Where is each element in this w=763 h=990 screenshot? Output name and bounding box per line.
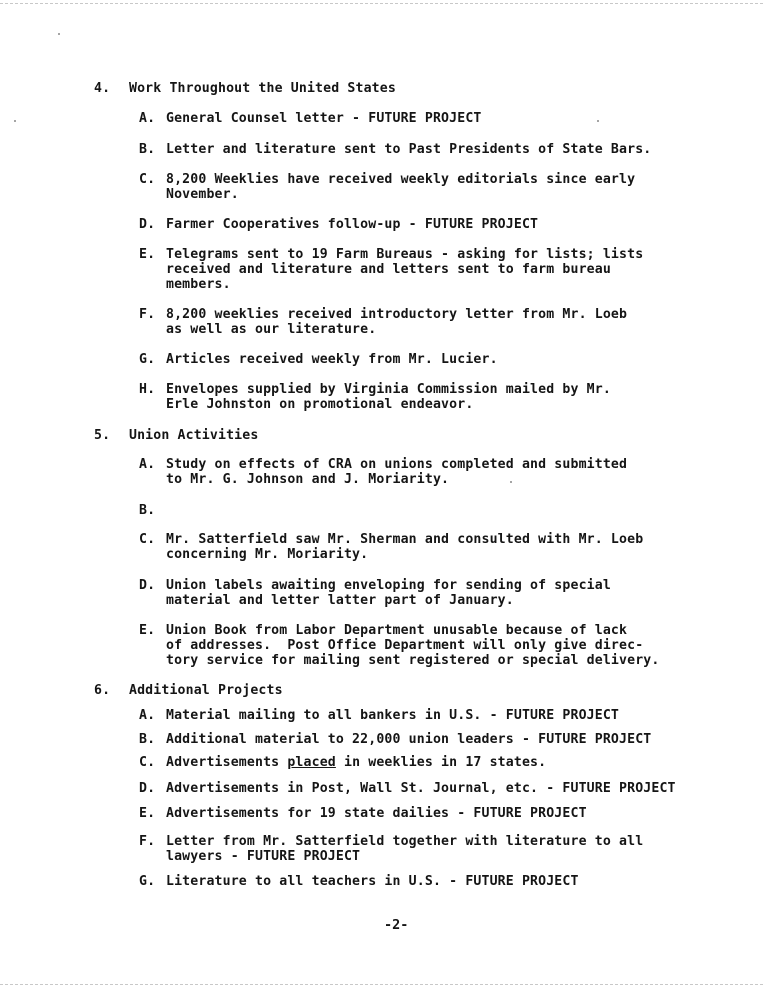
- item-text: November.: [166, 187, 239, 202]
- item-letter: D.: [139, 578, 156, 593]
- item-text: of addresses. Post Office Department will only give direc-: [166, 638, 644, 653]
- item-letter: E.: [139, 623, 156, 638]
- item-letter: C.: [139, 172, 156, 187]
- item-letter: B.: [139, 503, 156, 518]
- item-letter: B.: [139, 732, 156, 747]
- item-text: 8,200 weeklies received introductory letter from Mr. Loeb: [166, 307, 628, 322]
- item-text: [166, 755, 546, 770]
- item-text: as well as our literature.: [166, 322, 377, 337]
- item-text: Farmer Cooperatives follow-up - FUTURE PROJECT: [166, 217, 539, 232]
- item-letter: D.: [139, 217, 156, 232]
- item-text: Literature to all teachers in U.S. - FUTURE PROJECT: [166, 874, 579, 889]
- item-letter: D.: [139, 781, 156, 796]
- item-letter: G.: [139, 352, 156, 367]
- item-text: Advertisements in Post, Wall St. Journal, etc. - FUTURE PROJECT: [166, 781, 676, 796]
- item-letter: C.: [139, 755, 156, 770]
- item-text-pre: Advertisements: [166, 755, 288, 770]
- item-text: members.: [166, 277, 231, 292]
- item-text: Envelopes supplied by Virginia Commission mailed by Mr.: [166, 382, 611, 397]
- item-text: to Mr. G. Johnson and J. Moriarity.: [166, 472, 450, 487]
- item-letter: E.: [139, 806, 156, 821]
- item-letter: A.: [139, 708, 156, 723]
- underlined-word: placed: [287, 755, 336, 770]
- item-letter: G.: [139, 874, 156, 889]
- item-text: material and letter latter part of January.: [166, 593, 514, 608]
- item-letter: A.: [139, 111, 156, 126]
- item-text: Study on effects of CRA on unions completed and submitted: [166, 457, 628, 472]
- item-letter: F.: [139, 834, 156, 849]
- item-text: Letter and literature sent to Past Presidents of State Bars.: [166, 142, 652, 157]
- item-letter: C.: [139, 532, 156, 547]
- item-text: Union Book from Labor Department unusable because of lack: [166, 623, 628, 638]
- item-letter: E.: [139, 247, 156, 262]
- item-text: 8,200 Weeklies have received weekly editorials since early: [166, 172, 636, 187]
- scan-speck: [597, 120, 599, 122]
- page-number: -2-: [384, 917, 409, 933]
- item-letter: F.: [139, 307, 156, 322]
- item-text: Advertisements for 19 state dailies - FUTURE PROJECT: [166, 806, 587, 821]
- item-text: Letter from Mr. Satterfield together with literature to all: [166, 834, 644, 849]
- item-letter: B.: [139, 142, 156, 157]
- section-title: Work Throughout the United States: [129, 81, 396, 96]
- item-text: received and literature and letters sent to farm bureau: [166, 262, 611, 277]
- item-text: Articles received weekly from Mr. Lucier.: [166, 352, 498, 367]
- top-border: [0, 3, 763, 4]
- scan-speck: [58, 33, 60, 35]
- item-text: Material mailing to all bankers in U.S. - FUTURE PROJECT: [166, 708, 620, 723]
- scan-speck: [14, 120, 16, 122]
- item-text: Telegrams sent to 19 Farm Bureaus - asking for lists; lists: [166, 247, 644, 262]
- item-text: Additional material to 22,000 union leaders - FUTURE PROJECT: [166, 732, 652, 747]
- section-title: Union Activities: [129, 428, 259, 443]
- item-letter: H.: [139, 382, 156, 397]
- item-text: Union labels awaiting enveloping for sending of special: [166, 578, 611, 593]
- bottom-border: [0, 984, 763, 985]
- section-number: 6.: [94, 683, 111, 698]
- section-number: 4.: [94, 81, 111, 96]
- item-text: Mr. Satterfield saw Mr. Sherman and consulted with Mr. Loeb: [166, 532, 644, 547]
- item-text: lawyers - FUTURE PROJECT: [166, 849, 361, 864]
- item-text-post: in weeklies in 17 states.: [335, 755, 547, 770]
- item-text: General Counsel letter - FUTURE PROJECT: [166, 111, 482, 126]
- item-text: tory service for mailing sent registered or special delivery.: [166, 653, 660, 668]
- scan-speck: [510, 481, 512, 483]
- section-title: Additional Projects: [129, 683, 283, 698]
- item-letter: A.: [139, 457, 156, 472]
- item-text: concerning Mr. Moriarity.: [166, 547, 369, 562]
- item-text: Erle Johnston on promotional endeavor.: [166, 397, 474, 412]
- section-number: 5.: [94, 428, 111, 443]
